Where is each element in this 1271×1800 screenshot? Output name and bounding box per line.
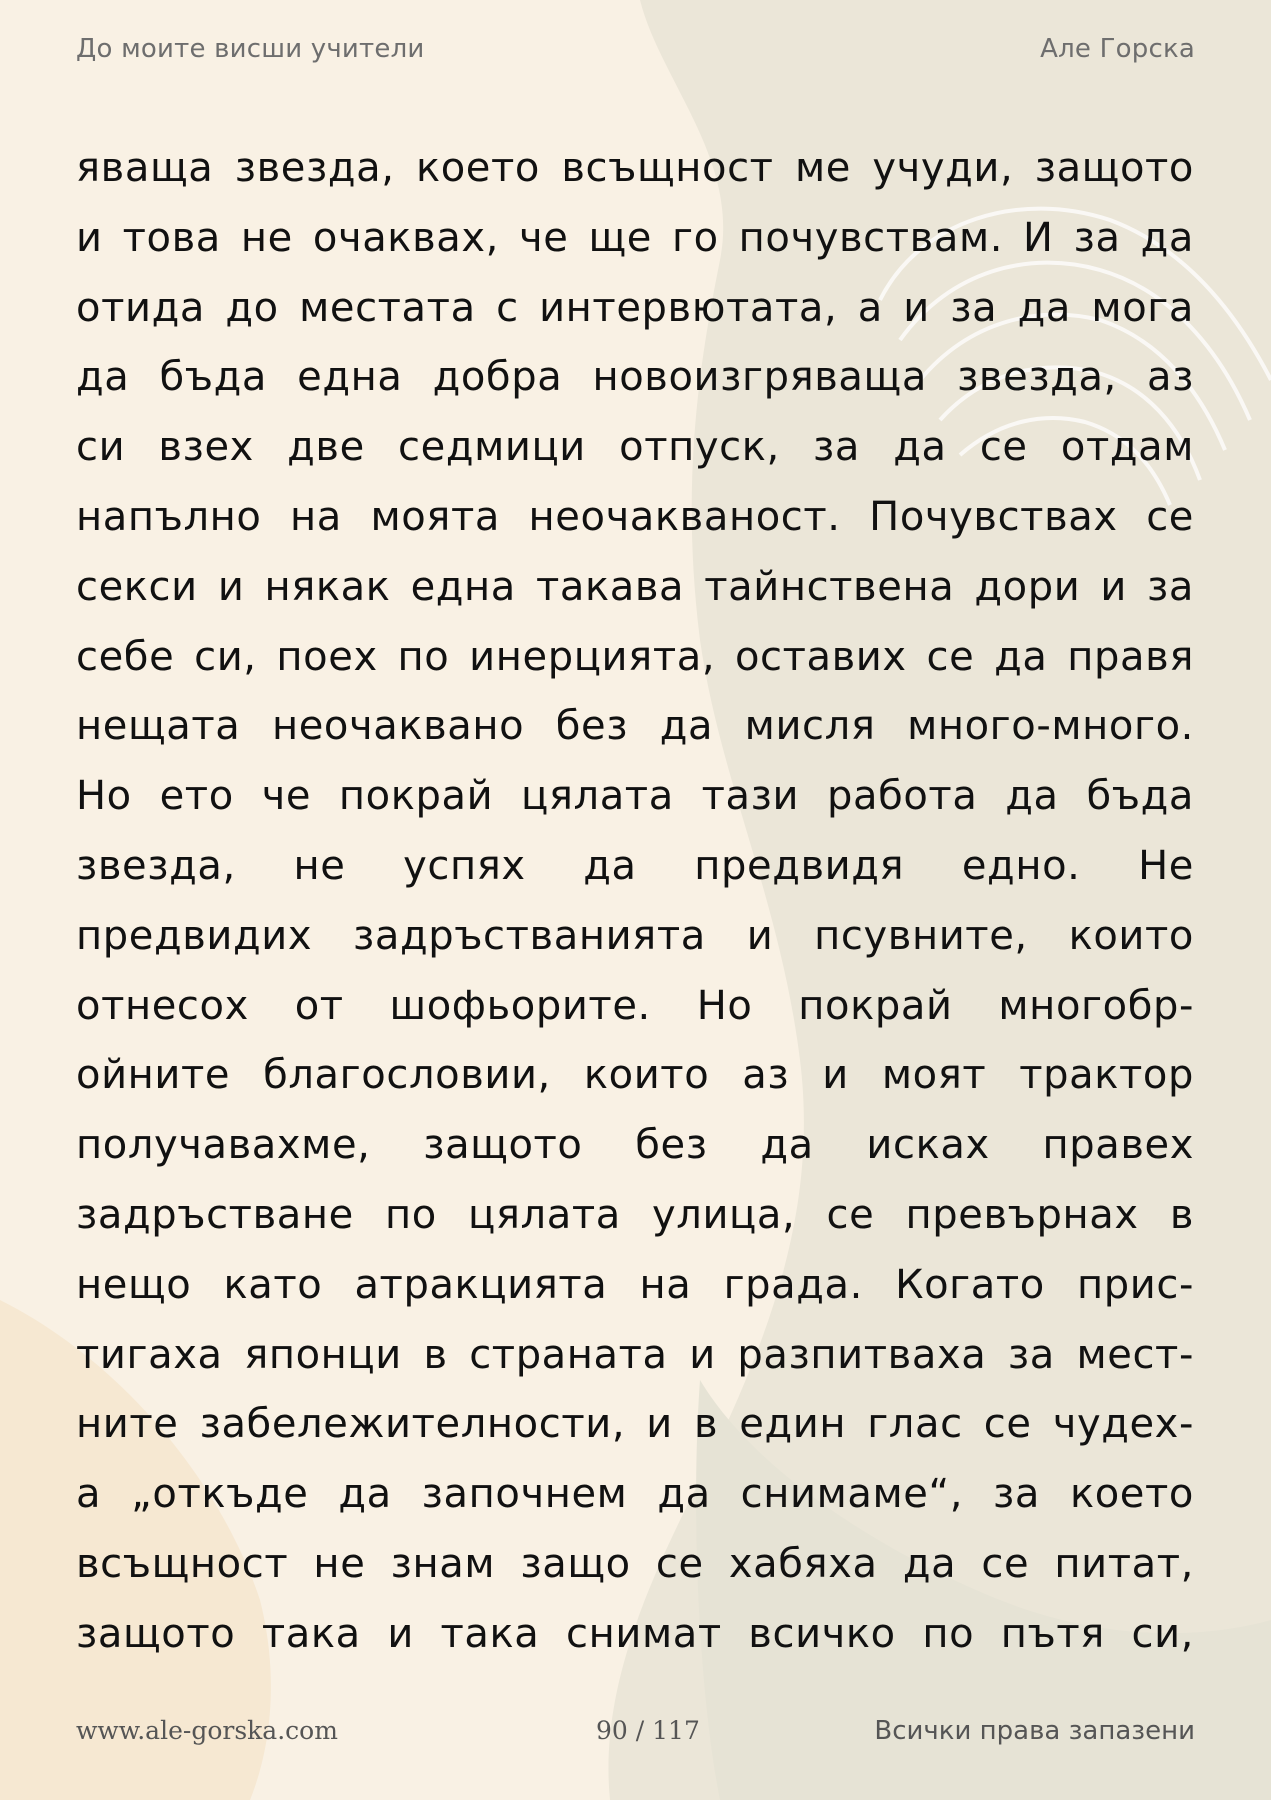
text-line: нещо като атракцията на града. Когато прис- (76, 1261, 1194, 1308)
page-footer (76, 1716, 1195, 1752)
body-text (76, 134, 1194, 1670)
text-line: нещата неочаквано без да мисля много-много. (76, 703, 1194, 750)
text-line: да бъда една добра новоизгряваща звезда, аз (76, 354, 1194, 401)
author-name: Але Горска (1040, 34, 1195, 64)
page-number: 90 / 117 (596, 1716, 700, 1745)
text-line: тигаха японци в страната и разпитваха за мест- (76, 1331, 1194, 1378)
text-line: получавахме, защото без да исках правех (76, 1122, 1194, 1169)
text-line: ните забележителности, и в един глас се чудех- (76, 1401, 1194, 1448)
text-line: яваща звезда, което всъщност ме учуди, защото (76, 145, 1194, 191)
text-line: напълно на моята неочакваност. Почувствах се (76, 493, 1194, 540)
text-line: всъщност не знам защо се хабяха да се питат, (76, 1540, 1194, 1587)
text-line: Но ето че покрай цялата тази работа да бъда (76, 773, 1194, 820)
book-title: До моите висши учители (76, 34, 425, 64)
website-link[interactable]: www.ale-gorska.com (76, 1716, 338, 1745)
copyright-notice: Всички права запазени (874, 1716, 1195, 1746)
text-line: и това не очаквах, че ще го почувствам. И за да (76, 214, 1194, 261)
text-line: отнесох от шофьорите. Но покрай многобр- (76, 982, 1194, 1029)
text-line: защото така и така снимат всичко по пътя си, (76, 1610, 1194, 1657)
text-line: отида до местата с интервютата, а и за да мога (76, 284, 1194, 331)
text-line: ойните благословии, които аз и моят трактор (76, 1052, 1194, 1099)
text-line: себе си, поех по инерцията, оставих се да правя (76, 633, 1194, 680)
text-line: секси и някак една такава тайнствена дори и за (76, 563, 1194, 610)
text-line: предвидих задръстванията и псувните, които (76, 912, 1194, 959)
text-line: а „откъде да започнем да снимаме“, за което (76, 1471, 1194, 1518)
text-line: звезда, не успях да предвидя едно. Не (76, 842, 1194, 889)
text-line: си взех две седмици отпуск, за да се отдам (76, 424, 1194, 471)
text-line: задръстване по цялата улица, се превърнах в (76, 1191, 1194, 1238)
page-header (76, 34, 1195, 70)
